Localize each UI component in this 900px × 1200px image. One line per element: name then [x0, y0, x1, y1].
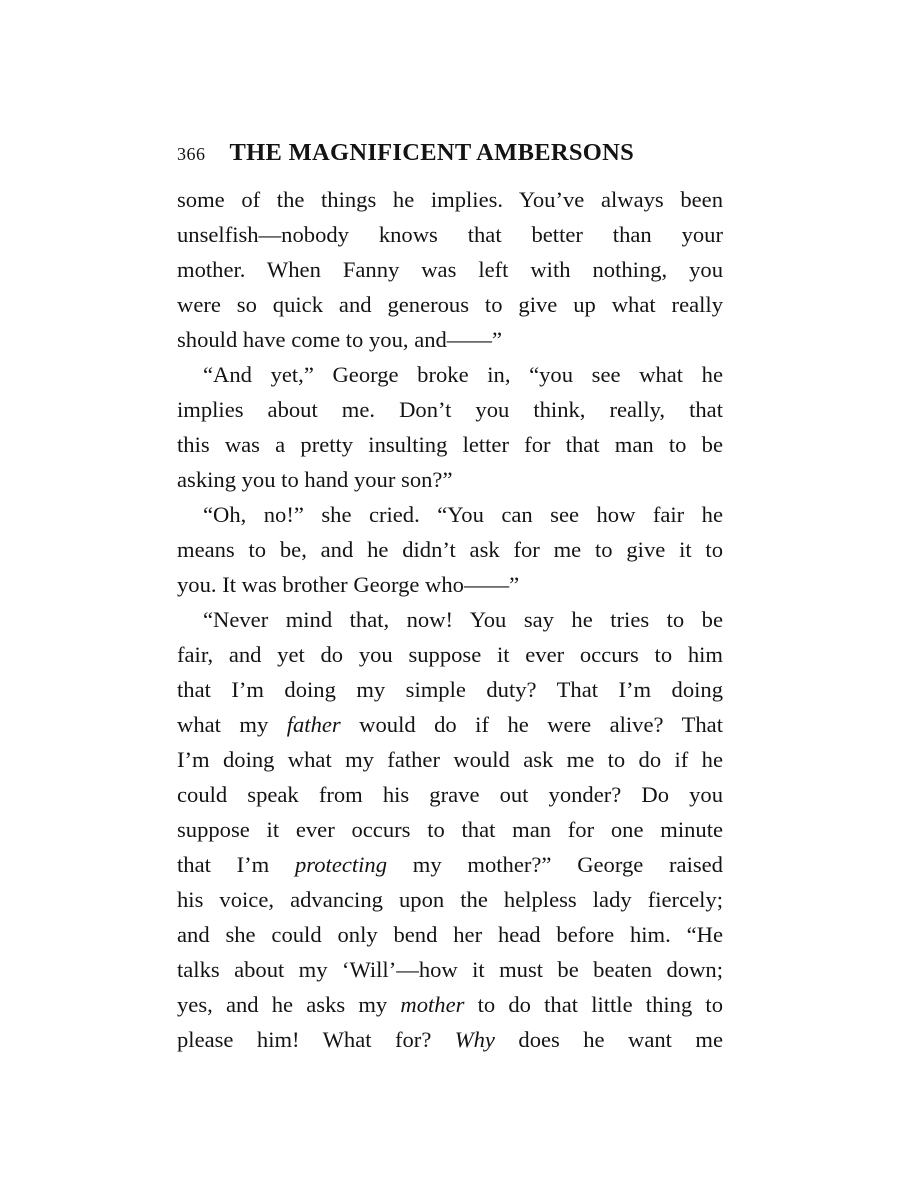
- text-line: implies about me. Don’t you think, really, that: [177, 397, 723, 422]
- text-line: were so quick and generous to give up what really: [177, 292, 723, 317]
- text-line: I’m doing what my father would ask me to do if he: [177, 747, 723, 772]
- text-line: mother. When Fanny was left with nothing, you: [177, 257, 723, 282]
- italic-word: protecting: [295, 852, 388, 877]
- text-line: fair, and yet do you suppose it ever occurs to him: [177, 642, 723, 667]
- text-line: what my father would do if he were alive? That: [177, 712, 723, 737]
- text-line: should have come to you, and——”: [177, 327, 503, 352]
- text-line: talks about my ‘Will’—how it must be beaten down;: [177, 957, 723, 982]
- text-line: yes, and he asks my mother to do that little thing to: [177, 992, 723, 1017]
- page-number: 366: [177, 144, 206, 164]
- text-line: unselfish—nobody knows that better than your: [177, 222, 723, 247]
- text-line: that I’m protecting my mother?” George raised: [177, 852, 723, 877]
- paragraph-start: “And yet,” George broke in, “you see what he: [203, 362, 723, 387]
- italic-word: Why: [454, 1027, 495, 1052]
- text-line: some of the things he implies. You’ve always been: [177, 187, 723, 212]
- text-line: you. It was brother George who——”: [177, 572, 520, 597]
- paragraph-start: “Oh, no!” she cried. “You can see how fair he: [203, 502, 723, 527]
- text-line: means to be, and he didn’t ask for me to give it to: [177, 537, 723, 562]
- book-title: THE MAGNIFICENT AMBERSONS: [229, 139, 635, 166]
- italic-word: father: [286, 712, 341, 737]
- text-line: asking you to hand your son?”: [177, 467, 453, 492]
- text-line: please him! What for? Why does he want me: [177, 1027, 723, 1052]
- body-text: [177, 182, 723, 1057]
- text-line: could speak from his grave out yonder? Do you: [177, 782, 723, 807]
- text-line: that I’m doing my simple duty? That I’m doing: [177, 677, 723, 702]
- text-line: suppose it ever occurs to that man for one minute: [177, 817, 723, 842]
- text-line: his voice, advancing upon the helpless lady fiercely;: [177, 887, 723, 912]
- paragraph-start: “Never mind that, now! You say he tries to be: [203, 607, 723, 632]
- text-line: this was a pretty insulting letter for that man to be: [177, 432, 723, 457]
- italic-word: mother: [400, 992, 465, 1017]
- running-head: [177, 139, 723, 171]
- text-line: and she could only bend her head before him. “He: [177, 922, 723, 947]
